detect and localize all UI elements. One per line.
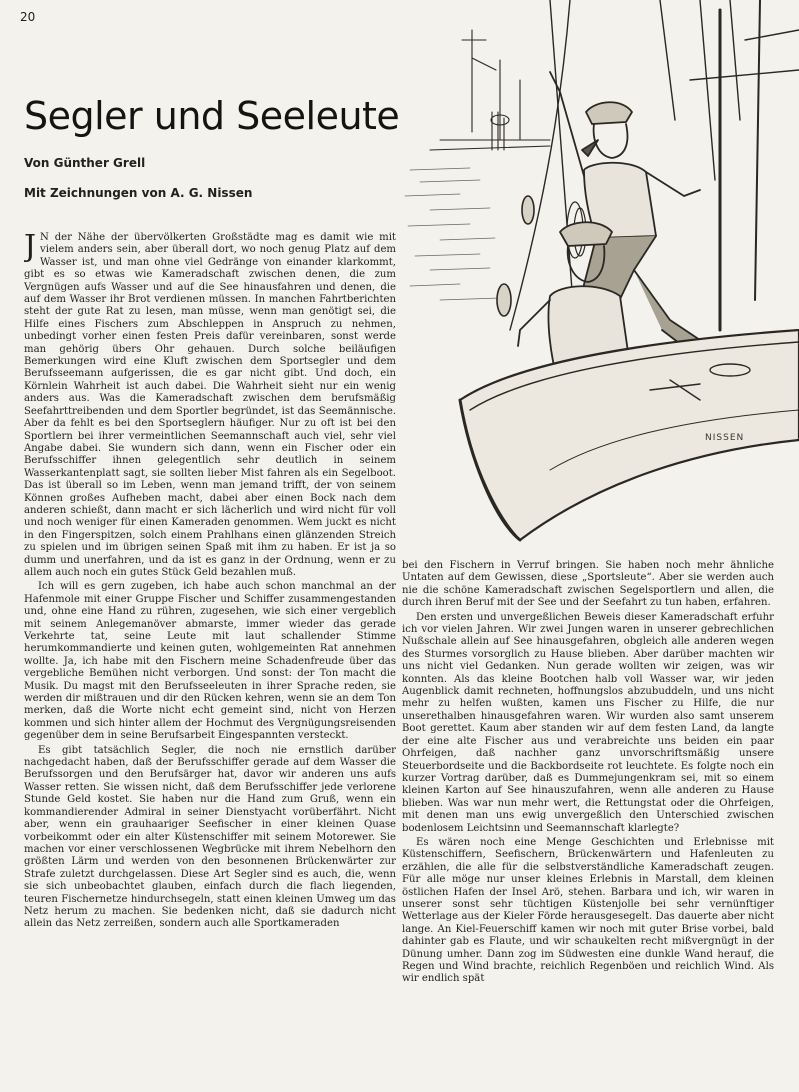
page-number: 20 (20, 10, 36, 24)
two-sailors-on-boat-icon (400, 0, 799, 560)
article-column-right (402, 560, 774, 1080)
article-paragraph: bei den Fischern in Verruf bringen. Sie haben noch mehr ähnliche Untaten auf dem Gewissen, diese „Sportsleute“. Aber sie werden auch nie die schöne Kameradschaft zwischen Segelsportlern und allen, die durch ihren Beruf mit der See und der Seefahrt zu tun haben, erfahren. (402, 560, 774, 609)
article-paragraph: Es wären noch eine Menge Geschichten und Erlebnisse mit Küstenschiffern, Seefischern, Brückenwärtern und Hafenleuten zu erzählen, die alle für die selbstverständliche Kameradschaft zeugen. Für alle möge nur unser kleines Erlebnis in Marstall, dem kleinen östlichen Hafen der Insel Arö, stehen. Barbara und ich, wir waren in unserer sonst sehr tüchtigen Küstenjolle bei sehr vernünftiger Wetterlage aus der Kieler Förde herausgesegelt. Das dauerte aber nicht lange. An Kiel-Feuerschiff kamen wir noch mit guter Brise vorbei, bald dahinter gab es Flaute, und wir schaukelten recht mißvergnügt in der Dünung umher. Dann zog im Südwesten eine dunkle Wand herauf, die Regen und Wind brachte, reichlich Regenböen und reichlich Wind. Als wir endlich spät (402, 836, 774, 985)
article-paragraph: Es gibt tatsächlich Segler, die noch nie ernstlich darüber nachgedacht haben, daß der Berufsschiffer gerade auf dem Wasser die Berufssorgen und den Berufsärger hat, davor wir anderen uns aufs Wasser retten. Sie wissen nicht, daß dem Berufsschiffer jede verlorene Stunde Geld kostet. Sie haben nur die Hand zum Gruß, wenn ein kommandierender Admiral in seiner Dienstyacht vorüberfährt. Nicht aber, wenn ein grauhaariger Seefischer in einer kleinen Quase vorbeikommt oder ein alter Küstenschiffer mit seinem Motorewer. Sie machen vor einer verschlossenen Wegbrücke mit ihrem Nebelhorn den größten Lärm und werden von den besonnenen Brückenwärter zur Strafe zuletzt durchgelassen. Diese Art Segler sind es auch, die, wenn sie sich unbeobachtet glauben, einfach durch die flach liegenden, teuren Fischernetze hindurchsegeln, statt einen kleinen Umweg um das Netz herum zu machen. Sie bedenken nicht, daß sie dadurch nicht allein das Netz zerreißen, sondern auch alle Sportkameraden (24, 744, 396, 930)
article-paragraph (24, 232, 396, 579)
article-title: Segler und Seeleute (24, 94, 400, 138)
article-paragraph: Ich will es gern zugeben, ich habe auch schon manchmal an der Hafenmole mit einer Gruppe Fischer und Schiffer zusammengestanden und, ohne eine Hand zu rühren, zugesehen, wie sich einer vergeblich mit seinem Anlegemanöver abmarste, immer wieder das gerade Verkehrte tat, seine Leute mit laut schallender Stimme herumkommandierte und keinen guten, wohlgemeinten Rat annehmen wollte. Ja, ich habe mit den Fischern meine Schadenfreude über das vergebliche Bemühen nicht verborgen. Und sonst: der Ton macht die Musik. Du magst mit den Berufsseeleuten in ihrer Sprache reden, sie werden dir mißtrauen und dir den Rücken kehren, wenn sie an dem Ton merken, daß die Worte nicht echt gemeint sind, nicht von Herzen kommen und sich hinter allem der Hochmut des Vergnügungsreisenden gegenüber dem in seine Berufsarbeit Eingespannten versteckt. (24, 581, 396, 742)
illustrator-byline: Mit Zeichnungen von A. G. Nissen (24, 186, 253, 200)
drop-cap: J (24, 232, 37, 264)
paragraph-text: N der Nähe der übervölkerten Großstädte mag es damit wie mit vielem anders sein, aber überall dort, wo noch genug Platz auf dem Wasser ist, und man ohne viel Gedränge von einander klarkommt, gibt es so etwas wie Kameradschaft zwischen denen, die zum Vergnügen aufs Wasser und auf die See hinausfahren und denen, die auf dem Wasser ihr Brot verdienen müssen. In manchen Fahrtberichten steht der gute Rat zu lesen, man müsse, wenn man genötigt sei, die Hilfe eines Fischers zum Abschleppen in Anspruch zu nehmen, unbedingt vorher einen festen Preis dafür vereinbaren, sonst werde man gehörig übers Ohr gehauen. Durch solche beiläufigen Bemerkungen wird eine Kluft zwischen dem Sportsegler und dem Berufsseemann aufgerissen, die es gar nicht gibt. Und doch, ein Körnlein Wahrheit ist auch dabei. Die Wahrheit sieht nur ein wenig anders aus. Was die Kameradschaft zwischen dem berufsmäßig Seefahrttreibenden und dem Sportler begründet, ist das Seemännische. Aber da fehlt es bei den Sportseglern häufiger. Nur zu oft ist bei den Sportlern bei ihrer vermeintlichen Seemannschaft auch viel, sehr viel Angabe dabei. Sie wundern sich dann, wenn ein Fischer oder ein Berufsschiffer ihnen gelegentlich sehr deutlich in seinem Wasserkantenplatt sagt, sie sollten lieber Mist fahren als ein Segelboot. Das ist überall so im Leben, wenn man jemand trifft, der von seinem Können großes Aufheben macht, dabei aber einen Bock nach dem anderen schießt, dann macht er sich lächerlich und wird nicht für voll und noch weniger für einen Kameraden genommen. Wem juckt es nicht in den Fingerspitzen, solch einem Prahlhans einen glänzenden Streich zu spielen und im übrigen seinen Spaß mit ihm zu haben. Er ist ja so dumm und unerfahren, und da ist es ganz in der Ordnung, wenn er zu allem auch noch ein gutes Stück Geld bezahlen muß. (24, 232, 396, 578)
sailors-illustration (400, 0, 799, 560)
artist-signature: NISSEN (705, 433, 745, 443)
article-paragraph: Den ersten und unvergeßlichen Beweis dieser Kameradschaft erfuhr ich vor vielen Jahren. Wir zwei Jungen waren in unserer gebrechlichen Nußschale allein auf See hinausgefahren, obgleich alle anderen wegen des Sturmes vorsorglich zu Hause blieben. Aber darüber machten wir uns nicht viel Gedanken. Nun gerade wollten wir zeigen, was wir konnten. Als das kleine Bootchen halb voll Wasser war, wir jeden Augenblick damit rechneten, hoffnungslos abzubuddeln, und uns nicht mehr zu helfen wußten, kamen uns Fischer zu Hilfe, die nur unserethalben hinausgefahren waren. Wir wurden also samt unserem Boot gerettet. Kaum aber standen wir auf dem festen Land, da langte der eine alte Fischer aus und verabreichte uns beiden ein paar Ohrfeigen, daß nachher ganz unvorschriftsmäßig unsere Steuerbordseite und die Backbordseite rot leuchtete. Es folgte noch ein kurzer Vortrag darüber, daß es Dummejungenkram sei, mit so einem kleinen Karton auf See hinauszufahren, wenn alle anderen zu Hause blieben. Was war nun mehr wert, die Rettungstat oder die Ohrfeigen, mit denen man uns ewig unvergeßlich den Unterschied zwischen bodenlosem Leichtsinn und Seemannschaft klarlegte? (402, 611, 774, 834)
article-column-left (24, 232, 396, 1078)
author-byline: Von Günther Grell (24, 156, 146, 170)
